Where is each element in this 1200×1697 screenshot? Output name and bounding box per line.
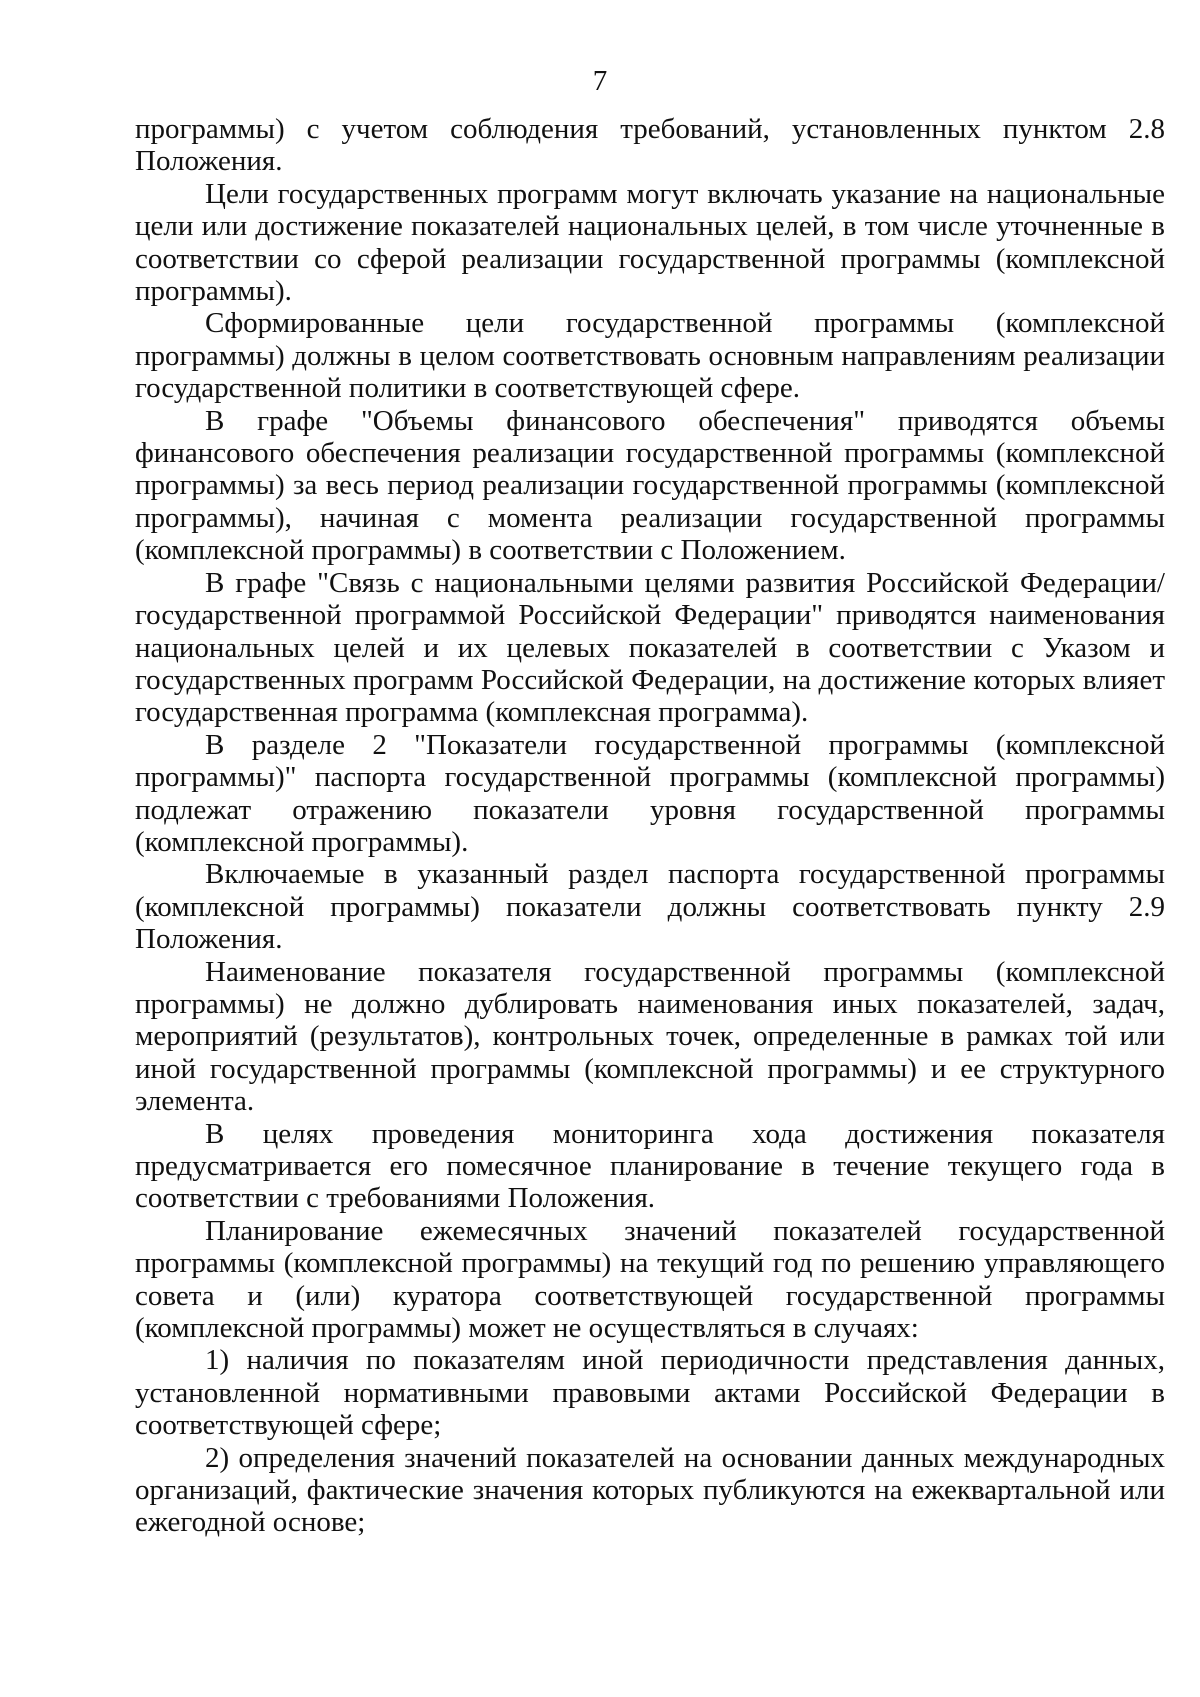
list-item-2: 2) определения значений показателей на основании данных международных организаций, фактические значения которых публикуются на ежеквартальной или ежегодной основе; [135, 1441, 1165, 1539]
paragraph-financing-volumes: В графе "Объемы финансового обеспечения" приводятся объемы финансового обеспечения реализации государственной программы (комплексной программы) за весь период реализации государственной программы (комплексной программы), начиная с момента реализации государственной программы (комплексной программы) в соответствии с Положением. [135, 404, 1165, 567]
paragraph-formed-goals: Сформированные цели государственной программы (комплексной программы) должны в целом соответствовать основным направлениям реализации государственной политики в соответствующей сфере. [135, 307, 1165, 405]
page-number: 7 [592, 65, 608, 97]
list-item-1: 1) наличия по показателям иной периодичности представления данных, установленной нормативными правовыми актами Российской Федерации в соответствующей сфере; [135, 1344, 1165, 1442]
paragraph-national-goals-link: В графе "Связь с национальными целями развития Российской Федерации/ государственной программой Российской Федерации" приводятся наименования национальных целей и их целевых показателей в соответствии с Указом и государственных программ Российской Федерации, на достижение которых влияет государственная программа (комплексная программа). [135, 566, 1165, 729]
paragraph-monitoring: В целях проведения мониторинга хода достижения показателя предусматривается его помесячное планирование в течение текущего года в соответствии с требованиями Положения. [135, 1117, 1165, 1215]
paragraph-continuation: программы) с учетом соблюдения требований, установленных пунктом 2.8 Положения. [135, 113, 1165, 178]
document-body [135, 113, 1165, 1539]
paragraph-included-indicators: Включаемые в указанный раздел паспорта государственной программы (комплексной программы) показатели должны соответствовать пункту 2.9 Положения. [135, 858, 1165, 956]
paragraph-goals: Цели государственных программ могут включать указание на национальные цели или достижение показателей национальных целей, в том числе уточненные в соответствии со сферой реализации государственной программы (комплексной программы). [135, 177, 1165, 308]
paragraph-section-2: В разделе 2 "Показатели государственной программы (комплексной программы)" паспорта государственной программы (комплексной программы) подлежат отражению показатели уровня государственной программы (комплексной программы). [135, 728, 1165, 858]
paragraph-monthly-planning: Планирование ежемесячных значений показателей государственной программы (комплексной программы) на текущий год по решению управляющего совета и (или) куратора соответствующей государственной программы (комплексной программы) может не осуществляться в случаях: [135, 1214, 1165, 1345]
paragraph-indicator-name: Наименование показателя государственной программы (комплексной программы) не должно дублировать наименования иных показателей, задач, мероприятий (результатов), контрольных точек, определенные в рамках той или иной государственной программы (комплексной программы) и ее структурного элемента. [135, 955, 1165, 1118]
